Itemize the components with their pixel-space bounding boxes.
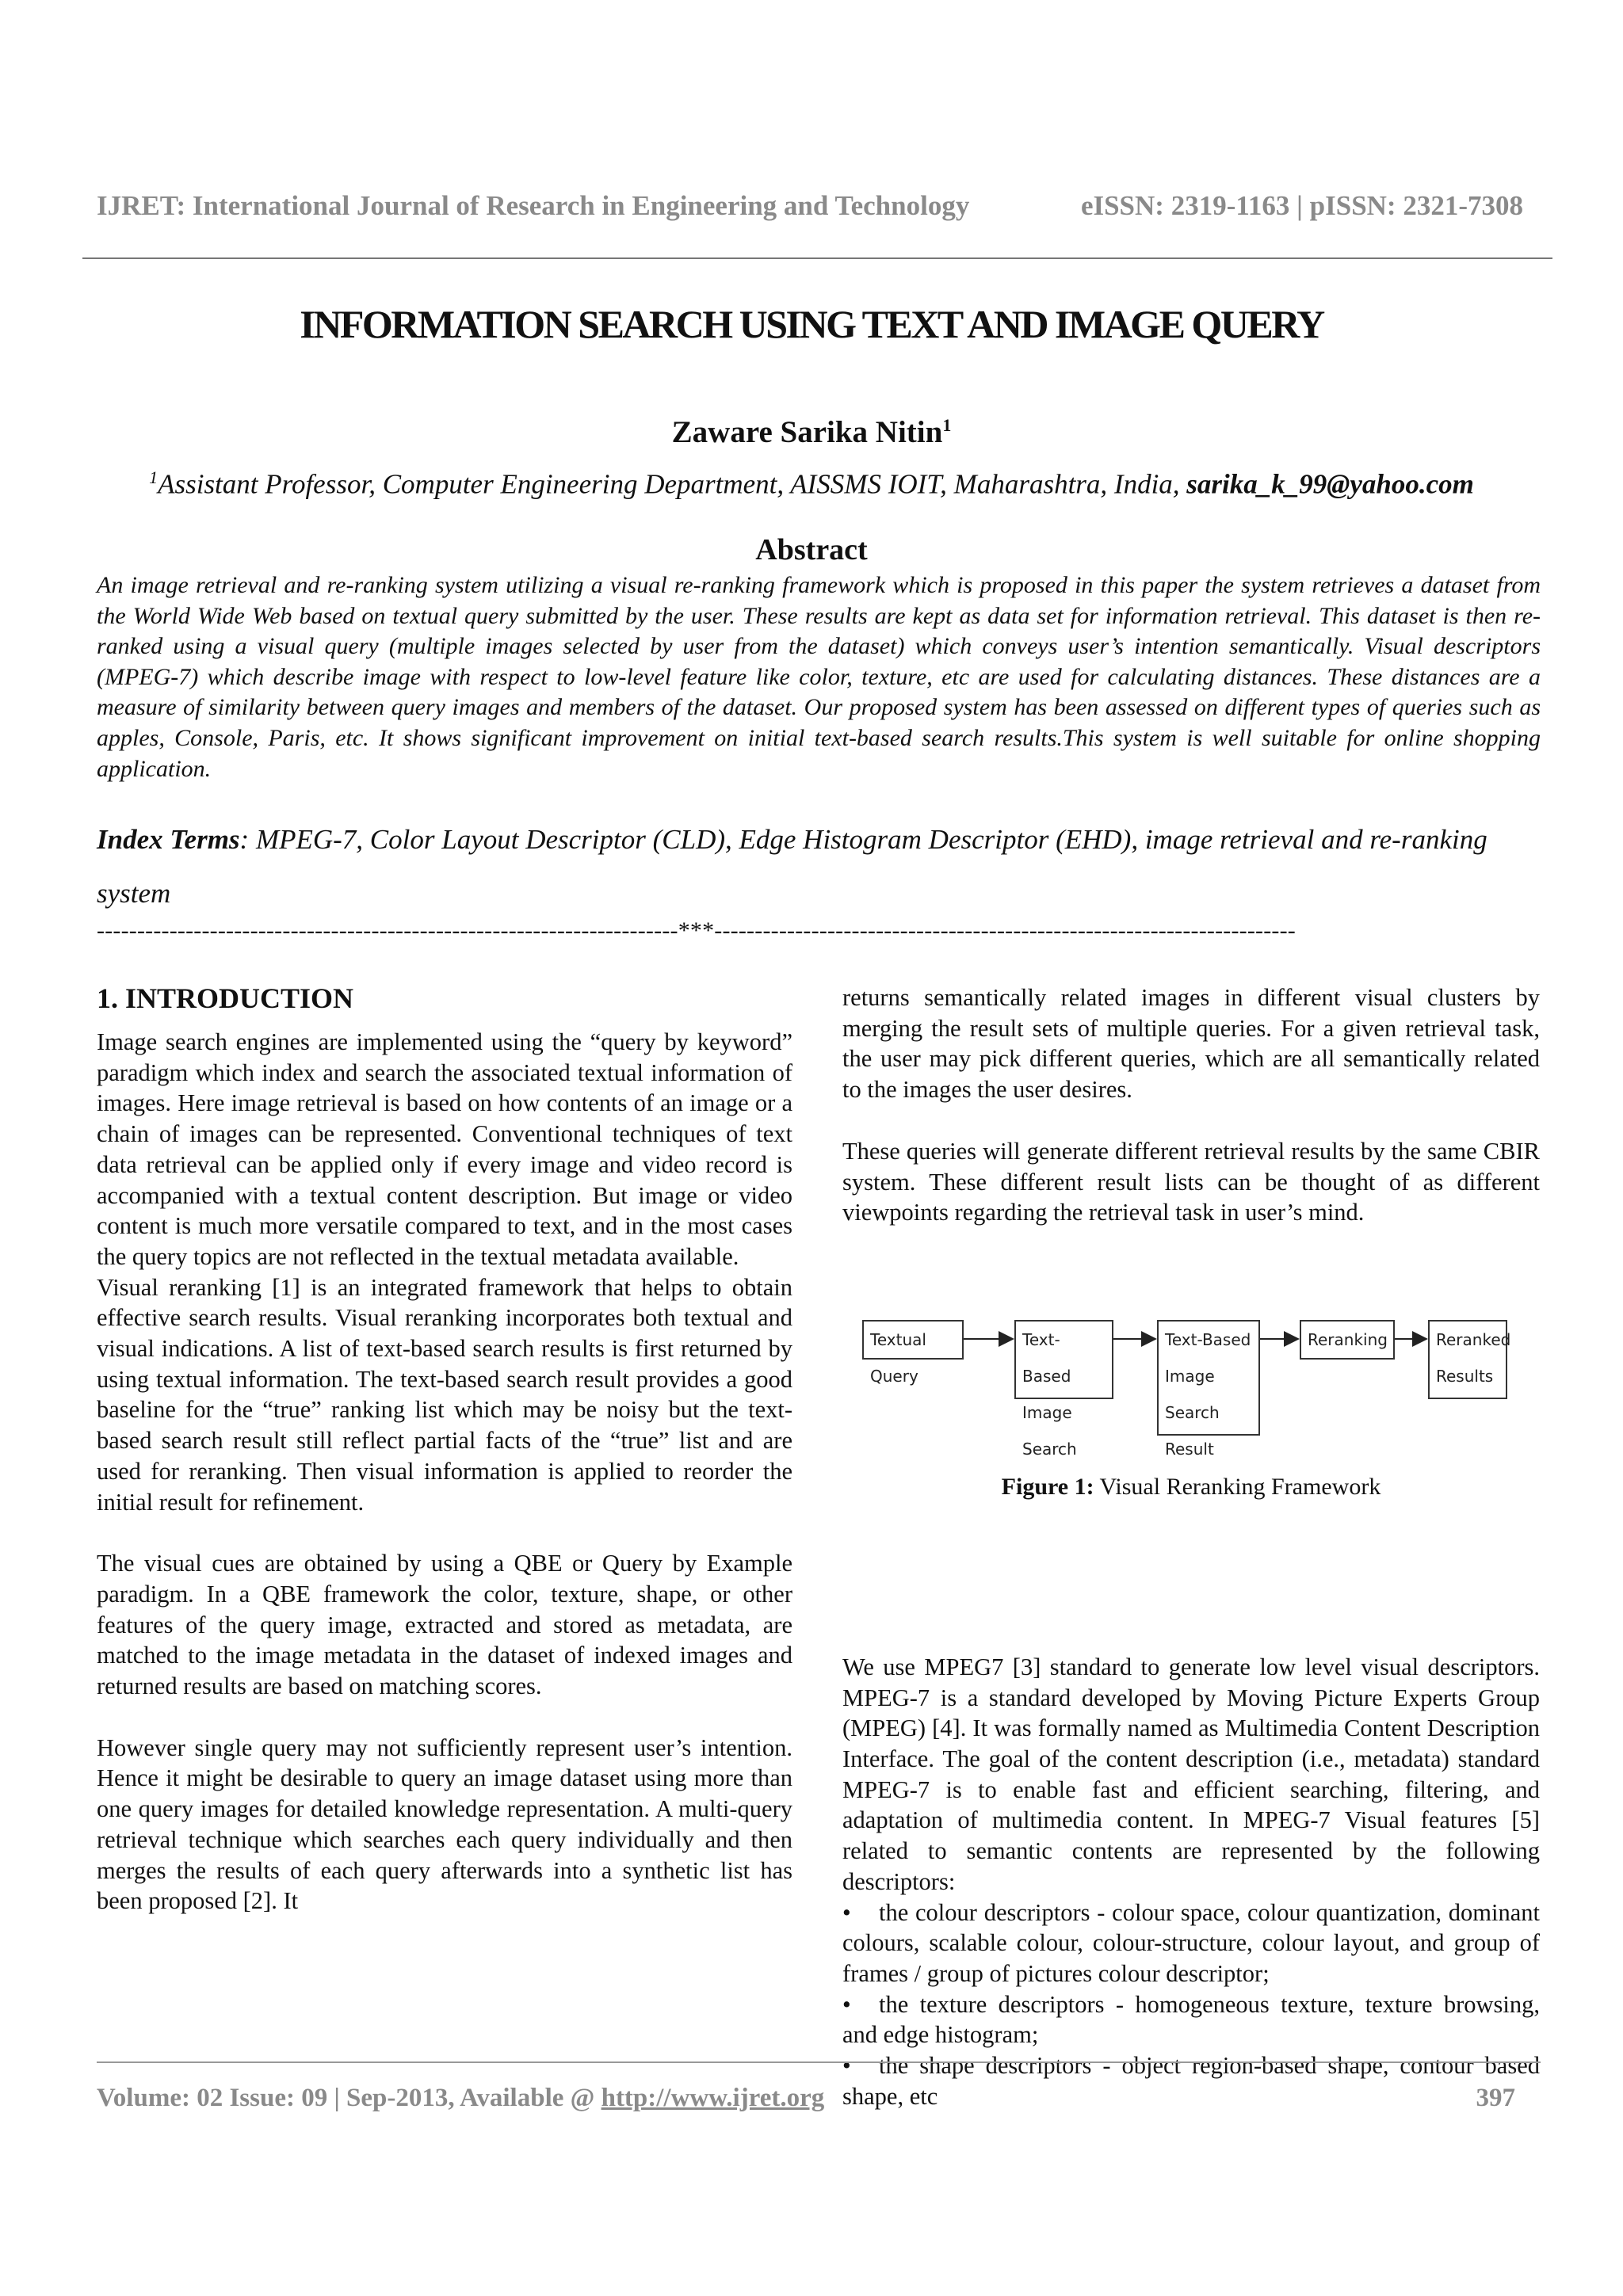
section-divider: ------------------------------------------------------------------------***------------------------------------------------------------------------ (97, 917, 1296, 944)
box-text-based-image-search: Text-Based Image Search (1014, 1320, 1113, 1399)
bullet-icon: • (842, 2052, 851, 2080)
box-reranking: Reranking (1300, 1320, 1395, 1360)
paragraph: returns semantically related images in different visual clusters by merging the result sets of multiple queries. For a given retrieval task, the user may pick different queries, which are all semantically related to the images the user desires. (842, 984, 1540, 1104)
bullet-item: • the texture descriptors - homogeneous texture, texture browsing, and edge histogram; (842, 1990, 1540, 2049)
figure-label: Figure 1: (1001, 1474, 1094, 1500)
box-textual-query: Textual Query (862, 1320, 964, 1360)
abstract-text: An image retrieval and re-ranking system utilizing a visual re-ranking framework which is proposed in this paper the system retrieves a dataset from the World Wide Web based on textual query submitted by the user. These results are kept as data set for information retrieval. This dataset is then re-ranked using a visual query (multiple images selected by user from the dataset) which conveys user’s intention semantically. Visual descriptors (MPEG-7) which describe image with respect to low-level feature like color, texture, etc are used for calculating distances. These distances are a measure of similarity between query images and members of the dataset. Our proposed system has been assessed on different types of queries such as apples, Console, Paris, etc. It shows significant improvement on initial text-based search results.This system is well suitable for online shopping application. (97, 572, 1541, 782)
affiliation (0, 467, 1623, 501)
index-terms-label: Index Terms (97, 824, 240, 855)
box-reranked-results: Reranked Results (1428, 1320, 1507, 1399)
paragraph: Visual reranking [1] is an integrated framework that helps to obtain effective search results. Visual reranking incorporates both textual and visual indications. A list of text-based search results is first returned by using textual information. The text-based search result provides a good baseline for the “true” ranking list which may be noisy but the text-based search result still reflect partial facts of the “true” list and are used for reranking. Then visual information is applied to reorder the initial result for refinement. (97, 1273, 792, 1516)
paragraph: These queries will generate different retrieval results by the same CBIR system. These different result lists can be thought of as different viewpoints regarding the retrieval task in user’s mind. (842, 1137, 1540, 1226)
paragraph: However single query may not sufficiently represent user’s intention. Hence it might be desirable to query an image dataset using more than one query images for detailed knowledge representation. A multi-query retrieval technique which searches each query individually and then merges the results of each query afterwards into a synthetic list has been proposed [2]. It (97, 1733, 792, 1915)
figure-caption-text: Visual Reranking Framework (1094, 1474, 1381, 1500)
affil-text: Assistant Professor, Computer Engineering Department, AISSMS IOIT, Maharashtra, India, (158, 468, 1187, 500)
bullet-item: • the colour descriptors - colour space, colour quantization, dominant colours, scalable colour, colour-structure, colour layout, and group of frames / group of pictures colour descriptor; (842, 1898, 1540, 1987)
abstract-heading: Abstract (755, 533, 868, 566)
author-line (0, 414, 1623, 450)
bullet-icon: • (842, 1990, 851, 2018)
affil-sup: 1 (149, 467, 158, 487)
section-heading-introduction: 1. INTRODUCTION (97, 982, 354, 1014)
paragraph: The visual cues are obtained by using a QBE or Query by Example paradigm. In a QBE framework the color, texture, shape, or other features of the query image, extracted and stored as metadata, are matched to the image metadata in the dataset of indexed images and returned results are based on matching scores. (97, 1550, 792, 1700)
issn-info: eISSN: 2319-1163 | pISSN: 2321-7308 (1080, 190, 1523, 221)
footer-volume: Volume: 02 Issue: 09 | Sep-2013, Available @ http://www.ijret.org (97, 2084, 825, 2112)
index-terms (97, 813, 1541, 921)
paragraph: Image search engines are implemented using the “query by keyword” paradigm which index and search the associated textual information of images. Here image retrieval is based on how contents of an image or a chain of images can be represented. Conventional techniques of text data retrieval can be applied only if every image and video record is accompanied with a textual content description. But image or video content is much more versatile compared to text, and in the most cases the query topics are not reflected in the textual metadata available. (97, 1028, 792, 1270)
paper-title: INFORMATION SEARCH USING TEXT AND IMAGE QUERY (300, 302, 1323, 346)
journal-link[interactable]: http://www.ijret.org (601, 2084, 825, 2112)
paragraph: We use MPEG7 [3] standard to generate low level visual descriptors. MPEG-7 is a standard developed by Moving Picture Experts Group (MPEG) [4]. It was formally named as Multimedia Content Description Interface. The goal of the content description (i.e., metadata) standard MPEG-7 is to enable fast and efficient searching, filtering, and adaptation of multimedia content. In MPEG-7 Visual features [5] related to semantic contents are represented by the following descriptors: (842, 1653, 1540, 1895)
figure-1-diagram (862, 1307, 1544, 1459)
journal-name: IJRET: International Journal of Research in Engineering and Technology (97, 190, 970, 221)
left-column (97, 982, 792, 1917)
bullet-icon: • (842, 1898, 851, 1926)
box-text-based-image-search-result: Text-Based Image Search Result (1157, 1320, 1260, 1436)
header-rule (82, 257, 1552, 259)
figure-caption (842, 1474, 1540, 1501)
bullet-item: • the shape descriptors - object region-based shape, contour based shape, etc (842, 2052, 1540, 2110)
author-email[interactable]: sarika_k_99@yahoo.com (1186, 468, 1474, 500)
author-sup: 1 (942, 415, 952, 435)
page-number: 397 (1476, 2084, 1515, 2112)
running-footer (97, 2084, 1515, 2113)
index-terms-text: : MPEG-7, Color Layout Descriptor (CLD), Edge Histogram Descriptor (EHD), image retrieval and re-ranking system (97, 824, 1487, 909)
running-header (97, 190, 1523, 222)
footer-rule (97, 2061, 1541, 2063)
author-name: Zaware Sarika Nitin (671, 415, 943, 449)
right-column (842, 982, 1540, 2111)
